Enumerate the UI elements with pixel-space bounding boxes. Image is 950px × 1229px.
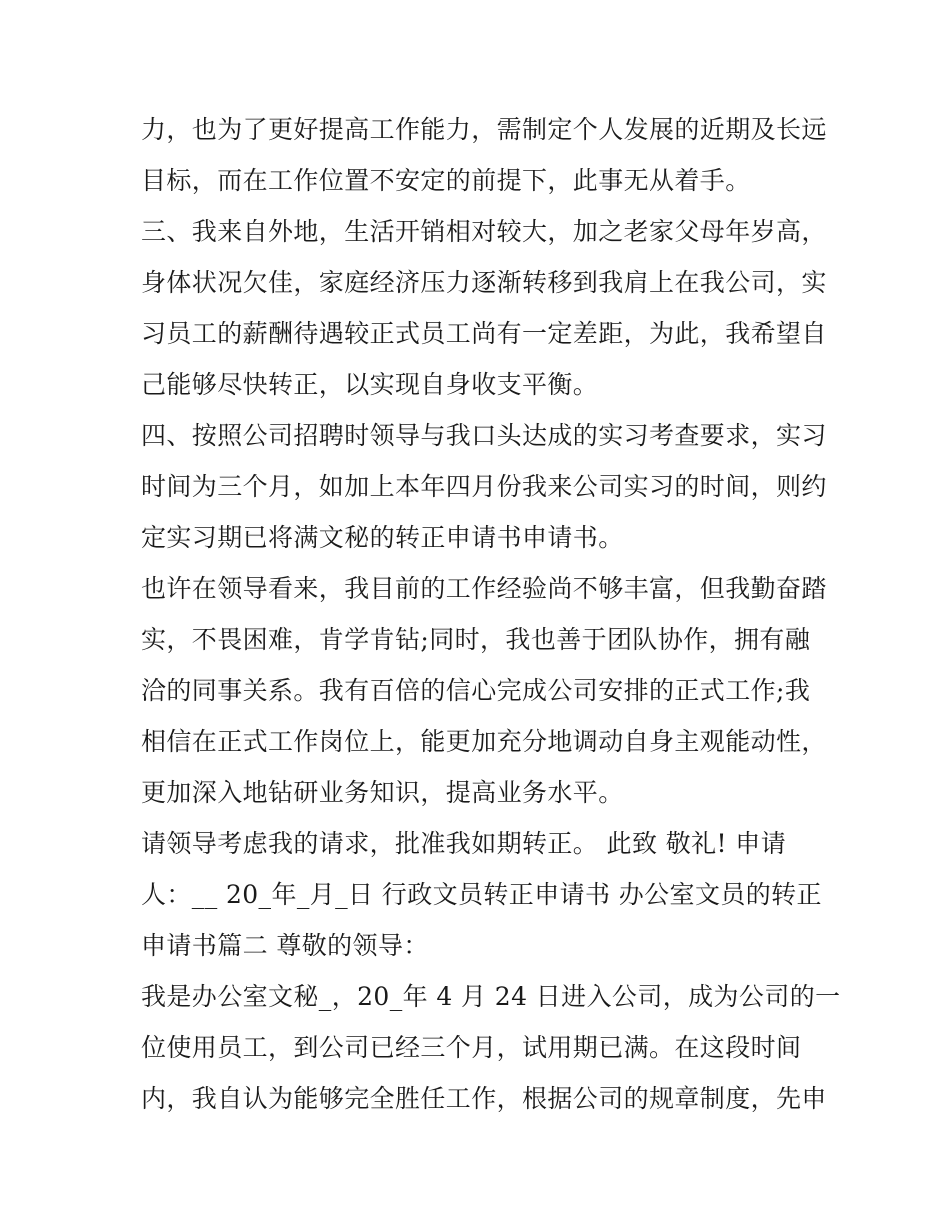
text-line: 位使用员工，到公司已经三个月，试用期已满。在这段时间: [141, 1033, 802, 1062]
text-line: 请领导考虑我的请求，批准我如期转正。 此致 敬礼! 申请: [141, 829, 787, 858]
text-line: 我是办公室文秘_，20_年 4 月 24 日进入公司，成为公司的一: [141, 982, 841, 1011]
text-line: 四、按照公司招聘时领导与我口头达成的实习考查要求，实习: [141, 421, 827, 450]
text-line: 内，我自认为能够完全胜任工作，根据公司的规章制度，先申: [141, 1084, 827, 1113]
text-line: 也许在领导看来，我目前的工作经验尚不够丰富，但我勤奋踏: [141, 574, 827, 603]
text-line: 人：__ 20_年_月_日 行政文员转正申请书 办公室文员的转正: [141, 880, 822, 909]
text-line: 实，不畏困难，肯学肯钻;同时，我也善于团队协作，拥有融: [141, 625, 811, 654]
text-line: 定实习期已将满文秘的转正申请书申请书。: [141, 523, 624, 552]
text-line: 力，也为了更好提高工作能力，需制定个人发展的近期及长远: [141, 115, 827, 144]
text-line: 目标，而在工作位置不安定的前提下，此事无从着手。: [141, 166, 751, 195]
text-line: 相信在正式工作岗位上，能更加充分地调动自身主观能动性，: [141, 727, 827, 756]
text-line: 申请书篇二 尊敬的领导：: [141, 931, 429, 960]
text-line: 习员工的薪酬待遇较正式员工尚有一定差距，为此，我希望自: [141, 319, 827, 348]
text-line: 更加深入地钻研业务知识，提高业务水平。: [141, 778, 624, 807]
text-line: 时间为三个月，如加上本年四月份我来公司实习的时间，则约: [141, 472, 827, 501]
text-line: 身体状况欠佳，家庭经济压力逐渐转移到我肩上在我公司，实: [141, 268, 827, 297]
text-line: 洽的同事关系。我有百倍的信心完成公司安排的正式工作;我: [141, 676, 811, 705]
text-line: 己能够尽快转正，以实现自身收支平衡。: [141, 370, 599, 399]
body-text: [141, 104, 841, 1124]
text-line: 三、我来自外地，生活开销相对较大，加之老家父母年岁高，: [141, 217, 827, 246]
